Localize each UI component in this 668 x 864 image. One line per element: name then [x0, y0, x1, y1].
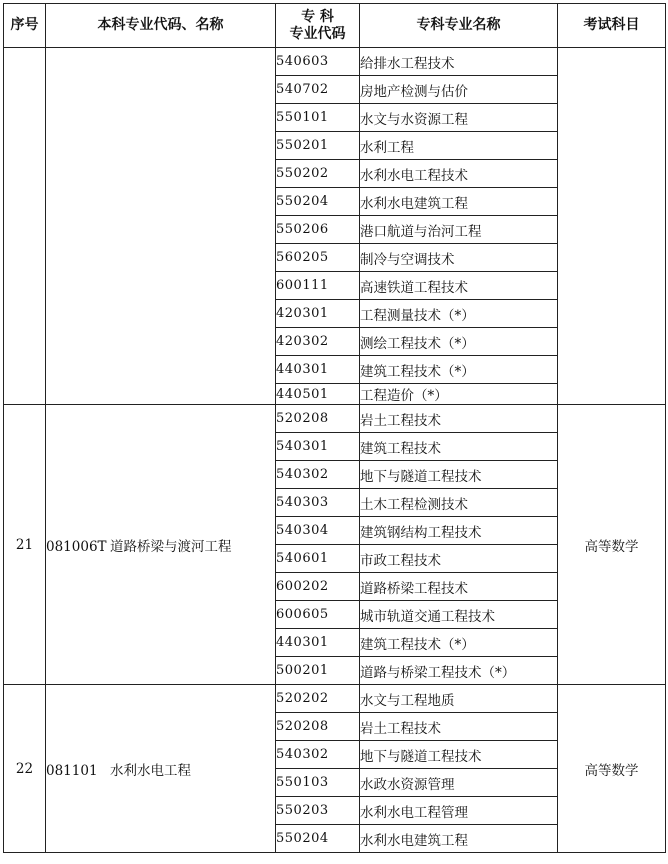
table-row [4, 48, 666, 76]
college-code-cell: 550201 [276, 132, 360, 160]
college-name-cell: 水利水电建筑工程 [360, 188, 558, 216]
undergrad-major-cell [46, 48, 276, 405]
undergrad-major-code: 081006T [46, 538, 107, 555]
college-code-cell: 440301 [276, 356, 360, 384]
college-name-cell: 给排水工程技术 [360, 48, 558, 76]
college-code-cell: 540603 [276, 48, 360, 76]
college-code-cell: 540304 [276, 517, 360, 545]
undergrad-major-cell [46, 685, 276, 853]
college-code-cell: 540702 [276, 76, 360, 104]
college-name-cell: 水利水电工程技术 [360, 160, 558, 188]
table-body [4, 48, 666, 853]
college-name-cell: 建筑工程技术（*） [360, 356, 558, 384]
header-row [4, 4, 666, 48]
table-row [4, 405, 666, 433]
college-code-cell: 550203 [276, 797, 360, 825]
college-code-cell: 550204 [276, 188, 360, 216]
college-name-cell: 建筑工程技术（*） [360, 629, 558, 657]
header-college-code-line2: 专业代码 [289, 25, 346, 42]
header-college-name: 专科专业名称 [360, 4, 558, 48]
college-name-cell: 房地产检测与估价 [360, 76, 558, 104]
college-name-cell: 市政工程技术 [360, 545, 558, 573]
college-code-cell: 540601 [276, 545, 360, 573]
college-name-cell: 地下与隧道工程技术 [360, 741, 558, 769]
college-code-cell: 520208 [276, 405, 360, 433]
college-code-cell: 550101 [276, 104, 360, 132]
college-code-cell: 600605 [276, 601, 360, 629]
college-code-cell: 520208 [276, 713, 360, 741]
college-name-cell: 土木工程检测技术 [360, 489, 558, 517]
college-code-cell: 550202 [276, 160, 360, 188]
seq-cell: 21 [4, 405, 46, 685]
college-name-cell: 岩土工程技术 [360, 713, 558, 741]
college-code-cell: 540303 [276, 489, 360, 517]
college-code-cell: 540302 [276, 741, 360, 769]
college-name-cell: 建筑钢结构工程技术 [360, 517, 558, 545]
undergrad-major-name: 水利水电工程 [110, 762, 191, 779]
college-name-cell: 道路与桥梁工程技术（*） [360, 657, 558, 685]
college-name-cell: 测绘工程技术（*） [360, 328, 558, 356]
college-name-cell: 水文与工程地质 [360, 685, 558, 713]
college-code-cell: 420301 [276, 300, 360, 328]
undergrad-major-code: 081101 [46, 762, 98, 779]
college-name-cell: 水利水电建筑工程 [360, 825, 558, 853]
college-code-cell: 600111 [276, 272, 360, 300]
exam-subject-cell: 高等数学 [558, 405, 666, 685]
exam-subject-cell [558, 48, 666, 405]
table-row [4, 685, 666, 713]
college-name-cell: 岩土工程技术 [360, 405, 558, 433]
seq-cell: 22 [4, 685, 46, 853]
major-mapping-table [3, 3, 666, 853]
college-code-cell: 540301 [276, 433, 360, 461]
college-code-cell: 550206 [276, 216, 360, 244]
college-code-cell: 520202 [276, 685, 360, 713]
undergrad-major-cell [46, 405, 276, 685]
college-name-cell: 水政水资源管理 [360, 769, 558, 797]
header-seq: 序号 [4, 4, 46, 48]
college-name-cell: 建筑工程技术 [360, 433, 558, 461]
college-name-cell: 工程造价（*） [360, 384, 558, 405]
exam-subject-cell: 高等数学 [558, 685, 666, 853]
header-undergrad-major: 本科专业代码、名称 [46, 4, 276, 48]
college-name-cell: 制冷与空调技术 [360, 244, 558, 272]
college-name-cell: 高速铁道工程技术 [360, 272, 558, 300]
college-name-cell: 水文与水资源工程 [360, 104, 558, 132]
college-code-cell: 440501 [276, 384, 360, 405]
header-college-code [276, 4, 360, 48]
college-code-cell: 560205 [276, 244, 360, 272]
college-name-cell: 水利工程 [360, 132, 558, 160]
seq-cell [4, 48, 46, 405]
college-code-cell: 540302 [276, 461, 360, 489]
college-name-cell: 水利水电工程管理 [360, 797, 558, 825]
college-name-cell: 港口航道与治河工程 [360, 216, 558, 244]
undergrad-major-name: 道路桥梁与渡河工程 [110, 538, 232, 555]
header-exam-subject: 考试科目 [558, 4, 666, 48]
college-code-cell: 600202 [276, 573, 360, 601]
college-name-cell: 道路桥梁工程技术 [360, 573, 558, 601]
college-code-cell: 550204 [276, 825, 360, 853]
header-college-code-line1: 专 科 [301, 8, 334, 25]
college-name-cell: 地下与隧道工程技术 [360, 461, 558, 489]
college-name-cell: 城市轨道交通工程技术 [360, 601, 558, 629]
college-name-cell: 工程测量技术（*） [360, 300, 558, 328]
college-code-cell: 420302 [276, 328, 360, 356]
college-code-cell: 500201 [276, 657, 360, 685]
college-code-cell: 440301 [276, 629, 360, 657]
college-code-cell: 550103 [276, 769, 360, 797]
